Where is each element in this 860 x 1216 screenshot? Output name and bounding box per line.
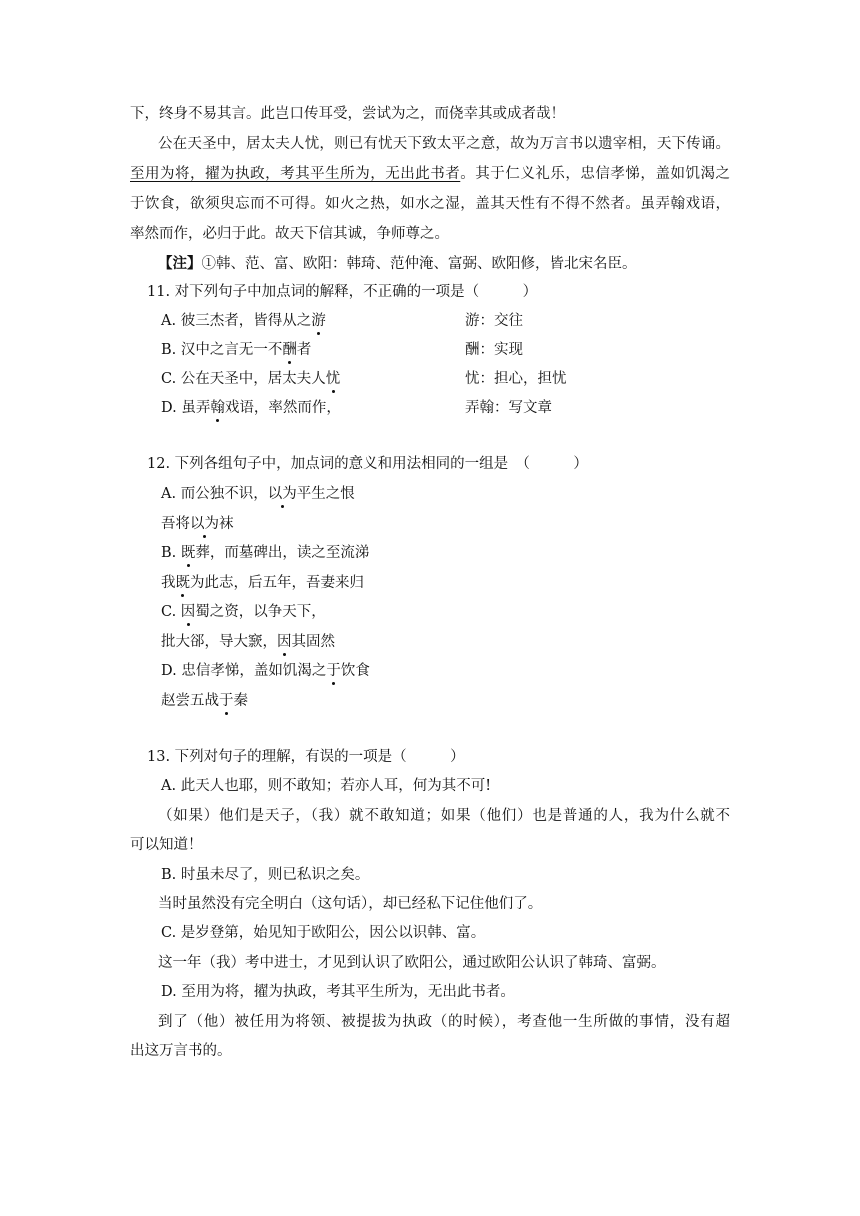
dotted-word: 因 bbox=[277, 634, 292, 650]
dotted-word: 于 bbox=[219, 693, 234, 709]
passage-line: 于饮食，欲须臾忘而不可得。如火之热，如水之湿，盖其天性有不得不然者。虽弄翰戏语， bbox=[130, 196, 730, 212]
dotted-word: 因 bbox=[180, 604, 196, 620]
q13-translation-d: 到了（他）被任用为将领、被提拔为执政（的时候），考查他一生所做的事情，没有超 bbox=[158, 1014, 730, 1030]
passage-line: 下，终身不易其言。此岂口传耳受，尝试为之，而侥幸其或成者哉！ bbox=[130, 106, 565, 122]
q12-option-a-2: 吾将以为袜 bbox=[161, 516, 234, 532]
q12-option-a-1: A. 而公独不识，以为平生之恨 bbox=[161, 486, 355, 502]
dotted-word: 以为 bbox=[190, 516, 219, 532]
dotted-word: 翰 bbox=[210, 400, 225, 416]
dotted-word: 游 bbox=[311, 313, 326, 329]
q11-option-d: D. 虽弄翰戏语，率然而作， bbox=[161, 400, 341, 416]
question-13-stem: 13. 下列对句子的理解，有误的一项是（ ） bbox=[147, 749, 465, 765]
q13-option-a: A. 此天人也耶，则不敢知；若亦人耳，何为其不可! bbox=[161, 778, 492, 794]
q12-option-b-2: 我既为此志，后五年，吾妻来归 bbox=[161, 575, 364, 591]
q11-option-c: C. 公在天圣中，居太夫人忧 bbox=[161, 371, 341, 387]
q13-translation-b: 当时虽然没有完全明白（这句话），却已经私下记住他们了。 bbox=[158, 896, 543, 912]
question-12-stem: 12. 下列各组句子中，加点词的意义和用法相同的一组是 （ ） bbox=[147, 456, 588, 472]
q11-explanation-b: 酬：实现 bbox=[465, 342, 523, 358]
q13-translation-c: 这一年（我）考中进士，才见到认识了欧阳公，通过欧阳公认识了韩琦、富弼。 bbox=[158, 955, 666, 971]
underlined-sentence: 至用为将，擢为执政，考其平生所为，无出此书者 bbox=[130, 166, 461, 182]
q11-option-b: B. 汉中之言无一不酬者 bbox=[161, 342, 312, 358]
question-11-stem: 11. 对下列句子中加点词的解释，不正确的一项是（ ） bbox=[147, 284, 538, 300]
passage-line: 公在天圣中，居太夫人忧，则已有忧天下致太平之意，故为万言书以遗宰相，天下传诵。 bbox=[158, 136, 730, 152]
passage-line bbox=[130, 164, 730, 184]
dotted-word: 忧 bbox=[325, 371, 341, 387]
q12-option-b-1: B. 既葬，而墓碑出，读之至流涕 bbox=[161, 545, 370, 561]
q11-explanation-d: 弄翰：写文章 bbox=[465, 400, 552, 416]
q13-translation-a-cont: 可以知道！ bbox=[130, 837, 203, 853]
q12-option-c-2: 批大郤，导大窾，因其固然 bbox=[161, 634, 335, 650]
footnote bbox=[158, 254, 637, 274]
q11-explanation-c: 忧：担心，担忧 bbox=[465, 371, 567, 387]
note-label: 【注】 bbox=[158, 255, 202, 272]
dotted-word: 于 bbox=[326, 663, 341, 679]
q13-option-d: D. 至用为将，擢为执政，考其平生所为，无出此书者。 bbox=[161, 984, 515, 1000]
q12-option-c-1: C. 因蜀之资，以争天下， bbox=[161, 604, 326, 620]
note-text: ①韩、范、富、欧阳：韩琦、范仲淹、富弼、欧阳修，皆北宋名臣。 bbox=[201, 256, 637, 272]
q12-option-d-2: 赵尝五战于秦 bbox=[161, 693, 248, 709]
dotted-word: 既 bbox=[180, 545, 196, 561]
dotted-word: 既 bbox=[175, 575, 190, 591]
dotted-word: 以为 bbox=[267, 486, 297, 502]
q11-option-a: A. 彼三杰者，皆得从之游 bbox=[161, 313, 326, 329]
q13-translation-a: （如果）他们是天子，（我）就不敢知道；如果（他们）也是普通的人，我为什么就不 bbox=[158, 808, 730, 824]
q11-explanation-a: 游：交往 bbox=[465, 313, 523, 329]
dotted-word: 酬 bbox=[282, 342, 297, 358]
passage-line: 率然而作，必归于此。故天下信其诚，争师尊之。 bbox=[130, 226, 449, 242]
q13-option-c: C. 是岁登第，始见知于欧阳公，因公以识韩、富。 bbox=[161, 925, 486, 941]
q13-option-b: B. 时虽未尽了，则已私识之矣。 bbox=[161, 867, 370, 883]
q13-translation-d-cont: 出这万言书的。 bbox=[130, 1043, 232, 1059]
passage-text: 。其于仁义礼乐，忠信孝悌，盖如饥渴之 bbox=[460, 166, 730, 182]
q12-option-d-1: D. 忠信孝悌，盖如饥渴之于饮食 bbox=[161, 663, 370, 679]
